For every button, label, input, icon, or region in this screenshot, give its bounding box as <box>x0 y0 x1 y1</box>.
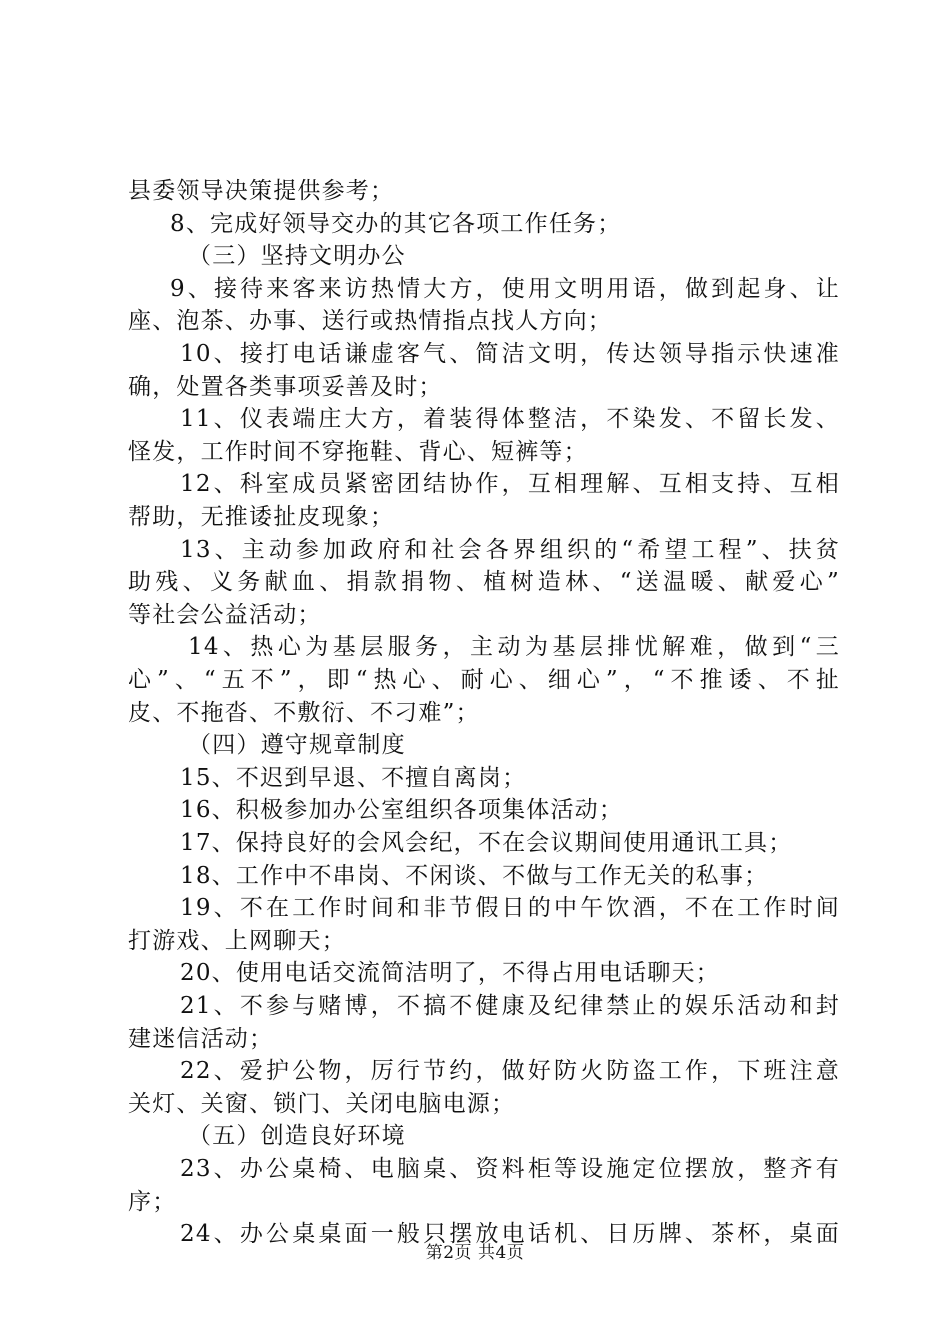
text-line: 14、热心为基层服务，主动为基层排忧解难，做到“三 <box>188 634 840 660</box>
text-line: 助残、义务献血、捐款捐物、植树造林、“送温暖、献爱心” <box>128 569 840 595</box>
text-line: 县委领导决策提供参考； <box>128 178 395 204</box>
text-line: 20、使用电话交流简洁明了，不得占用电话聊天； <box>180 960 720 986</box>
text-line: 23、办公桌椅、电脑桌、资料柜等设施定位摆放，整齐有 <box>180 1156 840 1182</box>
text-line: 帮助，无推诿扯皮现象； <box>128 504 395 530</box>
text-line: 心”、“五不”，即“热心、耐心、细心”，“不推诿、不扯 <box>128 667 840 693</box>
page-footer: 第2页 共4页 <box>425 1243 525 1263</box>
text-line: 12、科室成员紧密团结协作，互相理解、互相支持、互相 <box>180 471 840 497</box>
text-line: 座、泡茶、办事、送行或热情指点找人方向； <box>128 308 612 334</box>
text-line: 等社会公益活动； <box>128 602 322 628</box>
text-line: 13、主动参加政府和社会各界组织的“希望工程”、扶贫 <box>180 537 840 563</box>
text-line: 22、爱护公物，厉行节约，做好防火防盗工作，下班注意 <box>180 1058 840 1084</box>
text-line: 24、办公桌桌面一般只摆放电话机、日历牌、茶杯，桌面 <box>180 1221 840 1247</box>
text-line: 怪发，工作时间不穿拖鞋、背心、短裤等； <box>128 439 588 465</box>
text-line: 15、不迟到早退、不擅自离岗； <box>180 765 527 791</box>
text-line: 11、仪表端庄大方，着装得体整洁，不染发、不留长发、 <box>180 406 840 432</box>
section-heading: （五）创造良好环境 <box>188 1123 406 1149</box>
section-heading: （四）遵守规章制度 <box>188 732 406 758</box>
text-line: 10、接打电话谦虚客气、简洁文明，传达领导指示快速准 <box>180 341 840 367</box>
text-line: 打游戏、上网聊天； <box>128 928 346 954</box>
text-line: 确，处置各类事项妥善及时； <box>128 374 443 400</box>
text-line: 8、完成好领导交办的其它各项工作任务； <box>170 211 622 237</box>
text-line: 序； <box>128 1189 177 1215</box>
text-line: 17、保持良好的会风会纪，不在会议期间使用通讯工具； <box>180 830 793 856</box>
text-line: 皮、不拖沓、不敷衍、不刁难”； <box>128 700 480 726</box>
section-heading: （三）坚持文明办公 <box>188 243 406 269</box>
text-line: 16、积极参加办公室组织各项集体活动； <box>180 797 624 823</box>
text-line: 21、不参与赌博，不搞不健康及纪律禁止的娱乐活动和封 <box>180 993 840 1019</box>
text-line: 18、工作中不串岗、不闲谈、不做与工作无关的私事； <box>180 863 769 889</box>
text-line: 建迷信活动； <box>128 1026 274 1052</box>
text-line: 19、不在工作时间和非节假日的中午饮酒，不在工作时间 <box>180 895 840 921</box>
text-line: 关灯、关窗、锁门、关闭电脑电源； <box>128 1091 516 1117</box>
text-line: 9、接待来客来访热情大方，使用文明用语，做到起身、让 <box>170 276 840 302</box>
